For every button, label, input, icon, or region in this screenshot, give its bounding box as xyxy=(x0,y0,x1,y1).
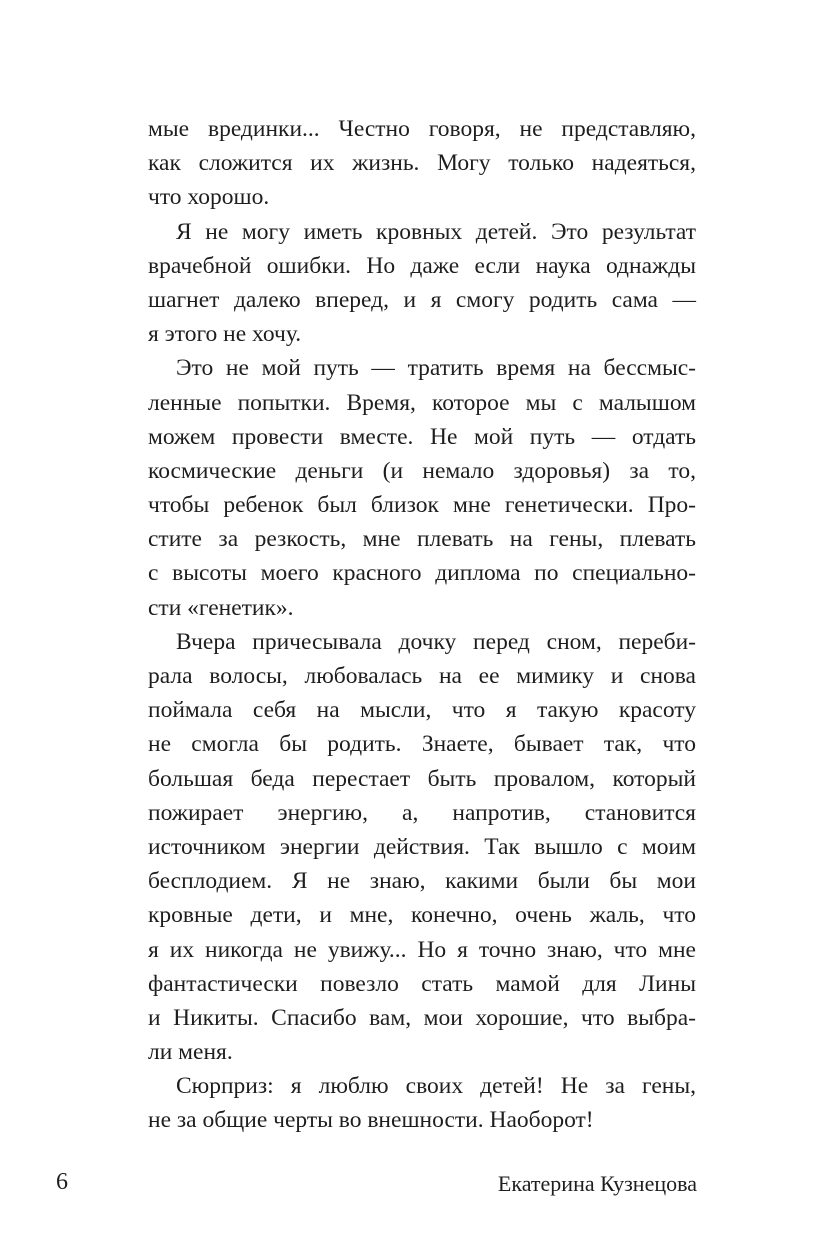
paragraph-4 xyxy=(148,625,696,1069)
text-line: можем провести вместе. Не мой путь — отдать xyxy=(148,423,696,450)
page-number: 6 xyxy=(56,1169,68,1195)
text-line: космические деньги (и немало здоровья) за то, xyxy=(148,457,696,484)
text-line: рала волосы, любовалась на ее мимику и снова xyxy=(148,663,696,689)
text-line: источником энергии действия. Так вышло с моим xyxy=(148,833,696,860)
text-line: кровные дети, и мне, конечно, очень жаль, что xyxy=(148,902,696,929)
text-line: с высоты моего красного диплома по специально- xyxy=(148,560,696,587)
paragraph-1 xyxy=(148,112,696,215)
text-line: Я не могу иметь кровных детей. Это результат xyxy=(176,218,696,245)
text-line: фантастически повезло стать мамой для Лины xyxy=(148,970,696,997)
paragraph-3 xyxy=(148,351,696,625)
text-line: мые врединки... Честно говоря, не представляю, xyxy=(148,116,696,142)
text-line: ли меня. xyxy=(148,1039,233,1066)
text-line: ленные попытки. Время, которое мы с малышом xyxy=(148,389,696,416)
text-line: я этого не хочу. xyxy=(148,321,302,348)
text-line: шагнет далеко вперед, и я смогу родить сама — xyxy=(148,286,696,313)
text-line: Это не мой путь — тратить время на бессмыс- xyxy=(176,355,696,382)
text-line: сти «генетик». xyxy=(148,594,294,621)
running-footer-author: Екатерина Кузнецова xyxy=(497,1171,697,1196)
text-line: Вчера причесывала дочку перед сном, переби- xyxy=(176,628,696,655)
text-line: что хорошо. xyxy=(148,184,270,211)
text-line: пожирает энергию, а, напротив, становится xyxy=(148,799,696,826)
text-line: и Никиты. Спасибо вам, мои хорошие, что выбра- xyxy=(148,1004,696,1031)
body-text xyxy=(148,112,696,1138)
text-line: бесплодием. Я не знаю, какими были бы мои xyxy=(148,868,696,895)
paragraph-5 xyxy=(148,1069,696,1137)
text-line: не смогла бы родить. Знаете, бывает так, что xyxy=(148,731,696,758)
text-line: как сложится их жизнь. Могу только надеяться, xyxy=(148,150,696,177)
text-line: чтобы ребенок был близок мне генетически. Про- xyxy=(148,492,696,519)
text-line: я их никогда не увижу... Но я точно знаю, что мне xyxy=(148,936,696,963)
text-line: Сюрприз: я люблю своих детей! Не за гены, xyxy=(176,1073,696,1100)
text-line: стите за резкость, мне плевать на гены, плевать xyxy=(148,526,696,553)
paragraph-2 xyxy=(148,215,696,352)
text-line: поймала себя на мысли, что я такую красоту xyxy=(148,697,696,724)
text-line: не за общие черты во внешности. Наоборот! xyxy=(148,1107,594,1134)
text-line: большая беда перестает быть провалом, который xyxy=(148,765,696,792)
text-line: врачебной ошибки. Но даже если наука однажды xyxy=(148,252,696,279)
